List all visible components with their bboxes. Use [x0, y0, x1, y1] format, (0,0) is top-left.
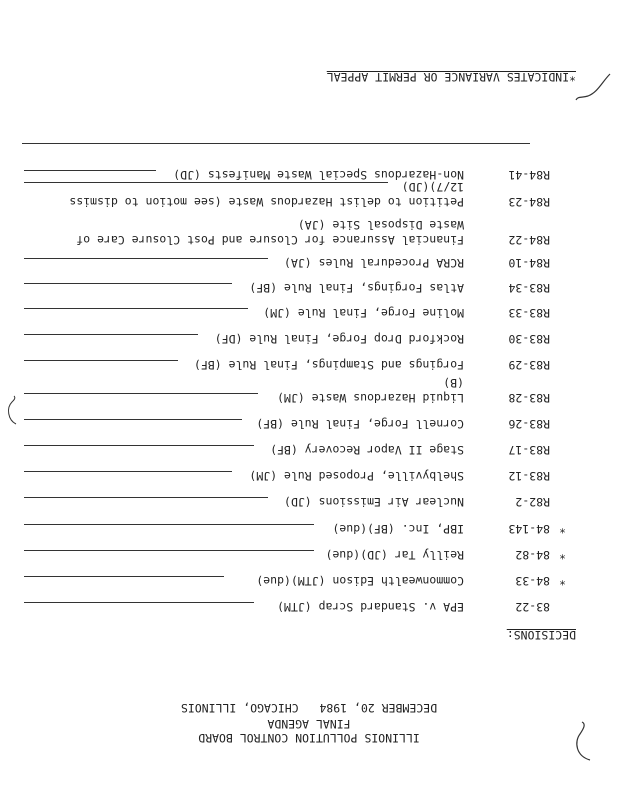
docket-number: 84-82	[515, 548, 550, 562]
docket-number: R84-22	[508, 233, 550, 247]
item-title: Forgings and Stampings, Final Rule (BF)	[193, 358, 464, 372]
item-title: Liquid Hazardous Waste (JM)	[277, 391, 464, 405]
item-title: EPA v. Standard Scrap (JTM)	[277, 600, 464, 614]
docket-number: R83-29	[508, 358, 550, 372]
docket-number: R83-17	[508, 443, 550, 457]
docket-number: R83-34	[508, 281, 550, 295]
margin-mark	[568, 720, 594, 764]
item-title: Non-Hazardous Special Waste Manifests (JD)	[173, 168, 464, 182]
docket-number: R84-23	[508, 195, 550, 209]
agenda-item	[0, 254, 618, 270]
variance-marker: *	[559, 548, 566, 562]
item-title: Nuclear Air Emissions (JD)	[283, 495, 464, 509]
docket-number: R84-41	[508, 168, 550, 182]
item-title-continuation: Waste Disposal Site (JA)	[297, 218, 464, 232]
docket-number: R82-2	[515, 495, 550, 509]
agenda-item	[0, 213, 618, 247]
item-title-continuation: (B)	[443, 376, 464, 390]
item-title: Moline Forge, Final Rule (JM)	[263, 306, 464, 320]
item-title: Financial Assurance for Closure and Post Closure Care of	[76, 233, 464, 247]
variance-marker: *	[559, 522, 566, 536]
blank-line	[24, 182, 388, 183]
item-title: Commonwealth Edison (JTM)(due)	[256, 574, 464, 588]
blank-line	[24, 393, 258, 394]
agenda-item	[0, 546, 618, 562]
agenda-item	[0, 598, 618, 614]
docket-number: R83-26	[508, 417, 550, 431]
agenda-item	[0, 441, 618, 457]
blank-line	[24, 308, 248, 309]
docket-number: 83-22	[515, 600, 550, 614]
agenda-date-location: DECEMBER 20, 1984 CHICAGO, ILLINOIS	[180, 701, 438, 715]
agenda-item	[0, 415, 618, 431]
item-title-continuation: 12/7)(JD)	[401, 180, 464, 194]
docket-number: 84-33	[515, 574, 550, 588]
blank-line	[24, 360, 178, 361]
docket-number: 84-143	[508, 522, 550, 536]
blank-line	[24, 258, 268, 259]
docket-number: R83-28	[508, 391, 550, 405]
agenda-item	[0, 371, 618, 405]
item-title: IBP, Inc. (BF)(due)	[332, 522, 464, 536]
variance-footnote: *INDICATES VARIANCE OR PERMIT APPEAL	[326, 70, 576, 84]
item-title: Stage II Vapor Recovery (BF)	[270, 443, 464, 457]
agenda-item	[0, 330, 618, 346]
blank-line	[24, 471, 232, 472]
blank-line	[24, 445, 254, 446]
agenda-item	[0, 304, 618, 320]
blank-line	[24, 497, 268, 498]
agenda-item	[0, 493, 618, 509]
margin-mark	[572, 72, 612, 102]
item-title: Rockford Drop Forge, Final Rule (DF)	[214, 332, 464, 346]
decisions-heading: DECISIONS:	[506, 628, 576, 642]
blank-line	[24, 334, 198, 335]
item-title: Shelbyville, Proposed Rule (JM)	[249, 469, 464, 483]
docket-number: R84-10	[508, 256, 550, 270]
margin-mark	[4, 394, 20, 428]
blank-line	[24, 524, 314, 525]
item-title: Petition to delist Hazardous Waste (see motion to dismiss	[69, 195, 464, 209]
item-title: Reilly Tar (JD)(due)	[325, 548, 464, 562]
agenda-item	[0, 356, 618, 372]
blank-line	[24, 576, 224, 577]
agenda-item	[0, 520, 618, 536]
blank-line	[24, 419, 242, 420]
docket-number: R83-12	[508, 469, 550, 483]
variance-marker: *	[559, 574, 566, 588]
closing-rule	[22, 143, 530, 144]
agenda-item	[0, 467, 618, 483]
blank-line	[24, 170, 156, 171]
agenda-item	[0, 279, 618, 295]
item-title: Cornell Forge, Final Rule (BF)	[256, 417, 464, 431]
item-title: RCRA Procedural Rules (JA)	[283, 256, 464, 270]
agenda-item	[0, 572, 618, 588]
board-name: ILLINOIS POLLUTION CONTROL BOARD	[198, 731, 420, 745]
docket-number: R83-30	[508, 332, 550, 346]
blank-line	[24, 602, 254, 603]
agenda-title: FINAL AGENDA	[267, 717, 351, 731]
blank-line	[24, 550, 314, 551]
agenda-item	[0, 166, 618, 182]
blank-line	[24, 283, 232, 284]
item-title: Atlas Forgings, Final Rule (BF)	[249, 281, 464, 295]
docket-number: R83-33	[508, 306, 550, 320]
